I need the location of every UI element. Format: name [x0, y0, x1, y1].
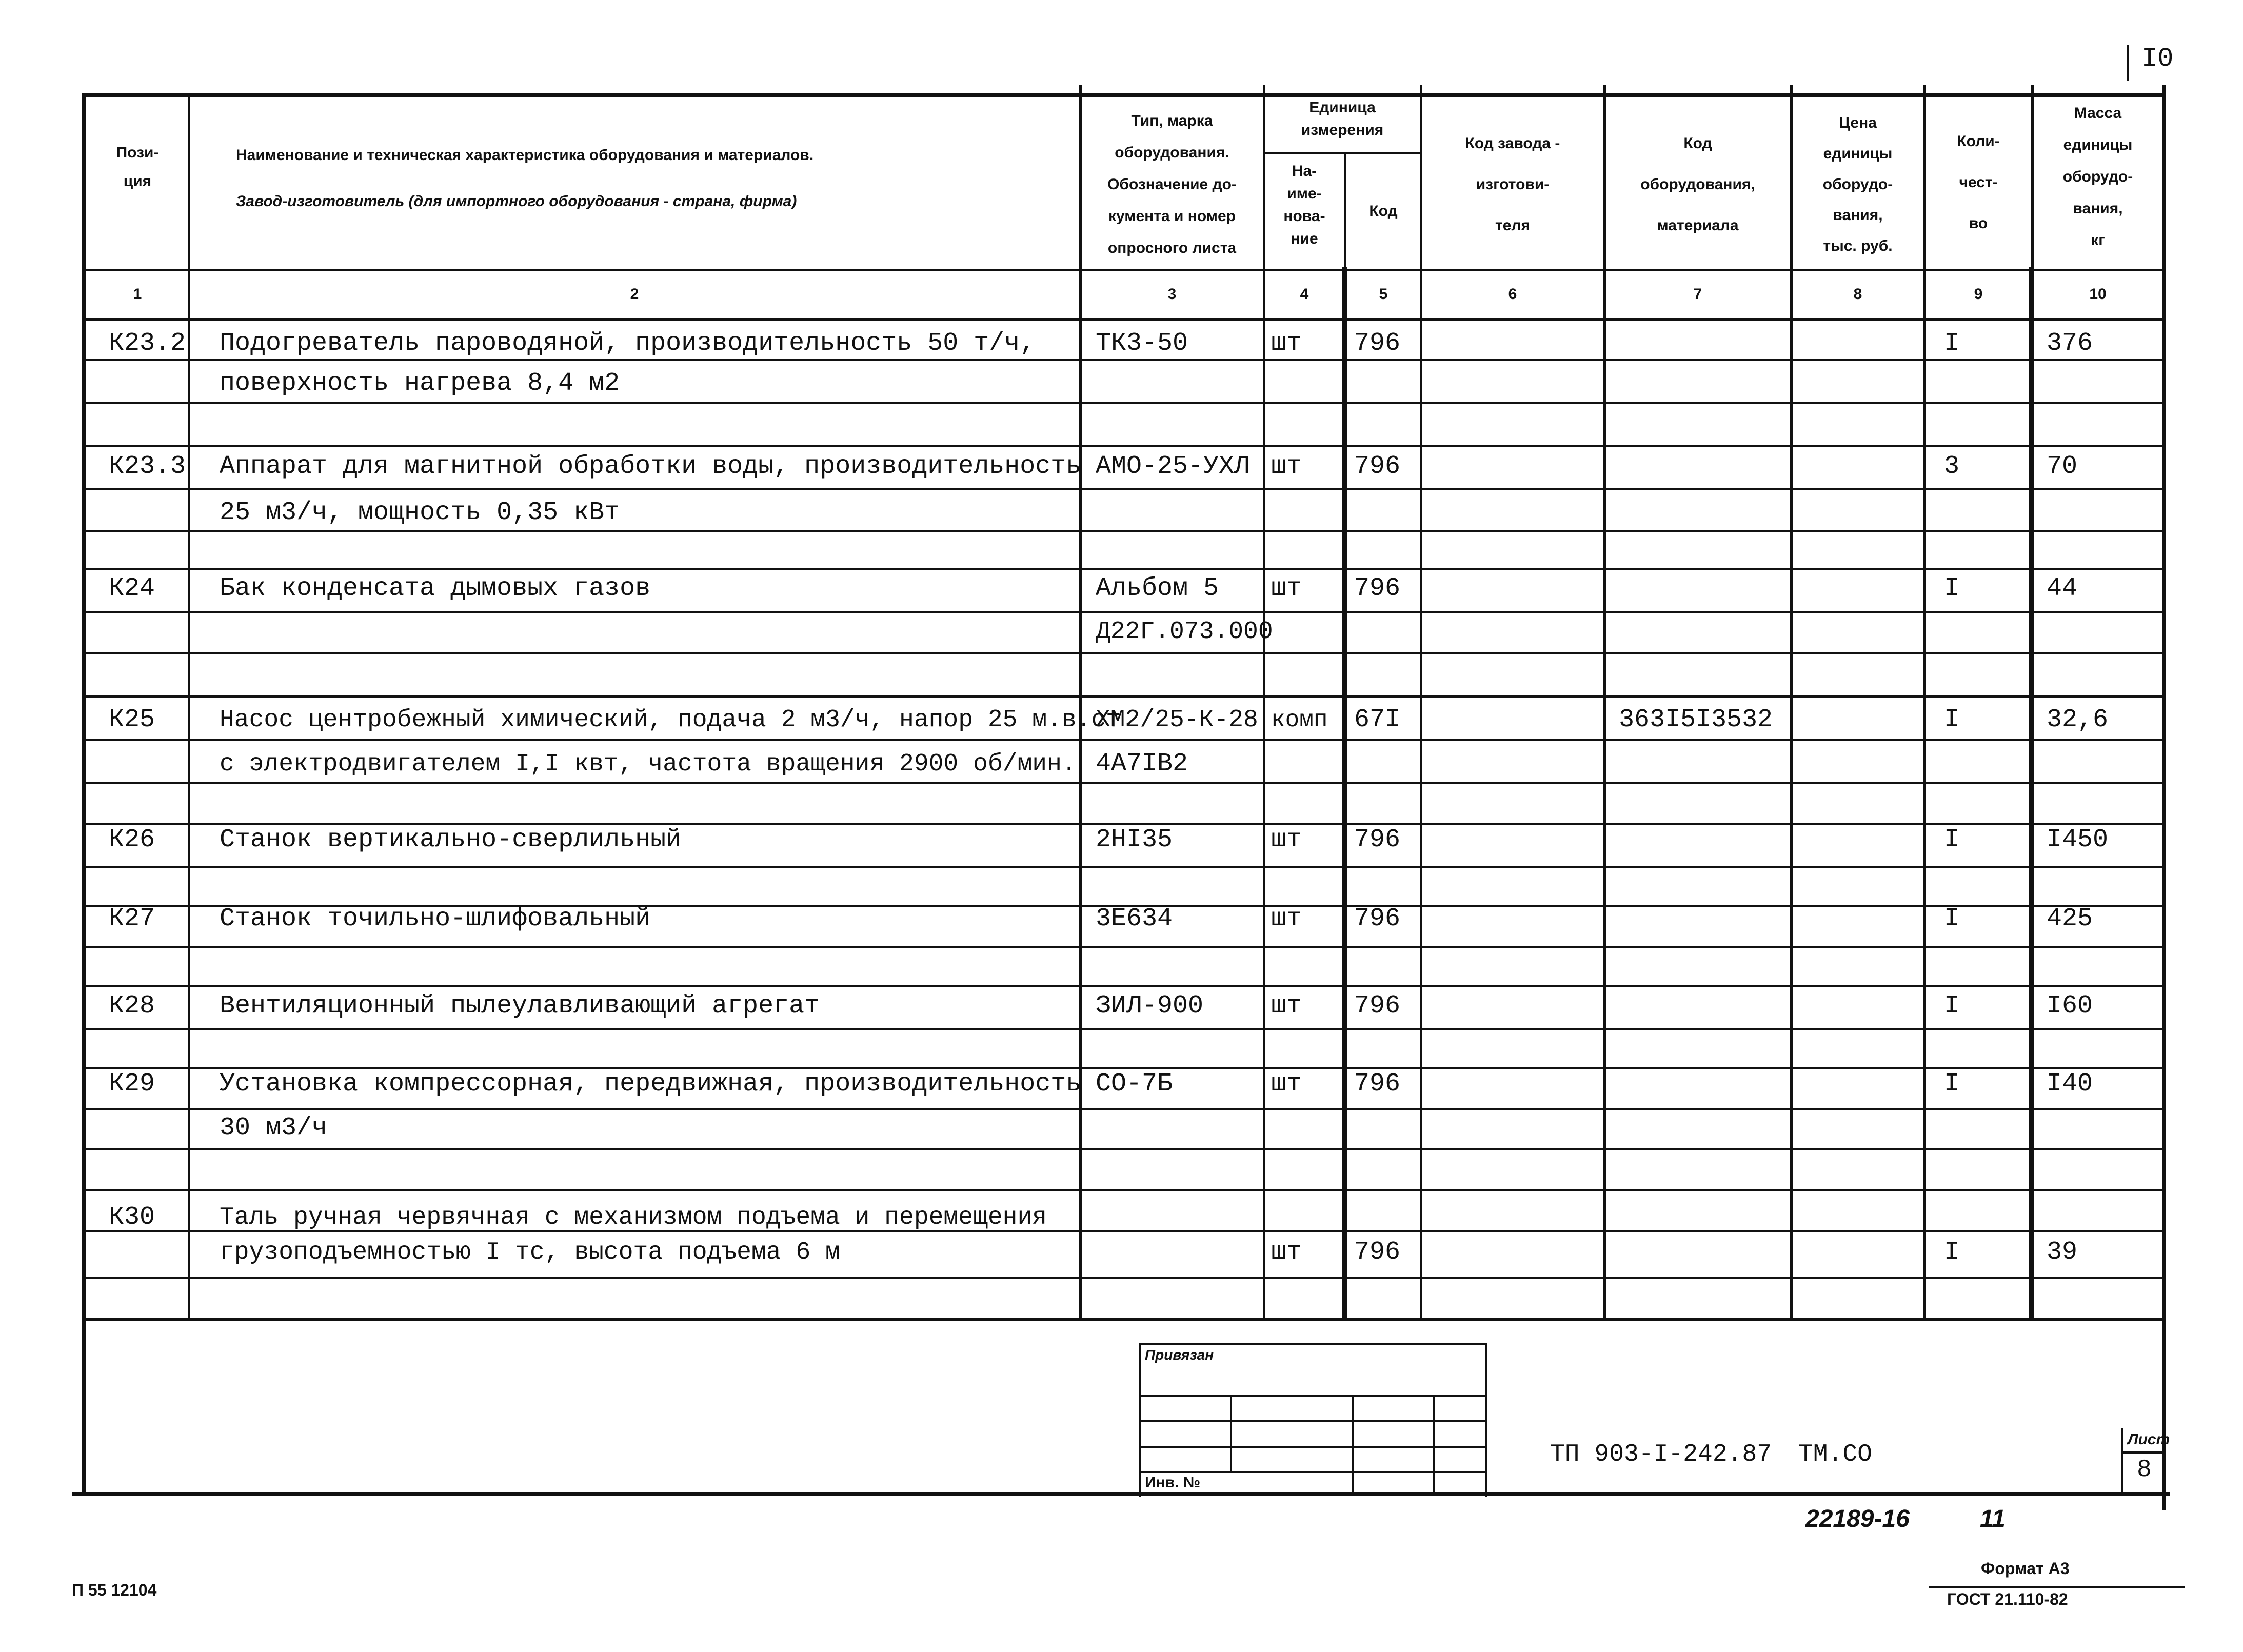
cell-name: Таль ручная червячная с механизмом подъема и перемещения: [220, 1204, 1047, 1231]
cell-code: 796: [1354, 991, 1401, 1021]
cell-type: АМО-25-УХЛ: [1096, 452, 1250, 481]
cell-code: 796: [1354, 452, 1401, 481]
cell-pos: К30: [109, 1203, 155, 1232]
cell-qty: I: [1944, 825, 1960, 854]
stamp-code: П 55 12104: [72, 1581, 157, 1599]
cell-pos: К25: [109, 705, 155, 734]
cell-code: 796: [1354, 574, 1401, 603]
inv-label: Инв. №: [1145, 1474, 1201, 1491]
cell-type: 4А7IВ2: [1096, 749, 1188, 779]
header-col9: Коли- чест- во: [1957, 133, 2000, 232]
sheet-label: Лист: [2128, 1431, 2170, 1448]
cell-unit: шт: [1271, 329, 1302, 358]
cell-name: поверхность нагрева 8,4 м2: [220, 369, 620, 398]
cell-qty: I: [1944, 1238, 1960, 1267]
doc-mark: ТМ.СО: [1798, 1441, 1873, 1468]
colnum-7: 7: [1693, 286, 1702, 303]
header-col7: Код оборудования, материала: [1640, 135, 1755, 234]
cell-name: Установка компрессорная, передвижная, производительность: [220, 1069, 1082, 1099]
doc-code: ТП 903-I-242.87: [1550, 1441, 1772, 1468]
sheet-corner-number: I0: [2141, 44, 2174, 74]
corner-divider: [2127, 45, 2129, 81]
cell-name: Вентиляционный пылеулавливающий агрегат: [220, 991, 820, 1021]
cell-qty: I: [1944, 574, 1960, 603]
header-col1: Пози- ция: [116, 144, 159, 190]
privyazan-label: Привязан: [1145, 1347, 1214, 1363]
bottom-rule: [1929, 1586, 2185, 1588]
header-col6: Код завода - изготови- теля: [1465, 135, 1560, 234]
cell-unit: шт: [1271, 1238, 1302, 1267]
cell-mass: 425: [2047, 904, 2093, 933]
colnum-3: 3: [1167, 286, 1177, 303]
cell-name: Станок точильно-шлифовальный: [220, 904, 651, 933]
cell-type: СО-7Б: [1096, 1069, 1173, 1099]
cell-name: 30 м3/ч: [220, 1113, 328, 1143]
sheet-number: 8: [2137, 1456, 2152, 1484]
header-col2: Наименование и техническая характеристика оборудования и материалов. Завод-изготовитель (для импортного оборудования - страна, фирма): [236, 147, 814, 210]
cell-code: 796: [1354, 1238, 1401, 1267]
cell-code: 796: [1354, 904, 1401, 933]
colnum-8: 8: [1853, 286, 1862, 303]
cell-type: ТК3-50: [1096, 329, 1188, 358]
cell-unit: шт: [1271, 991, 1302, 1021]
cell-code: 796: [1354, 825, 1401, 854]
cell-pos: К23.2: [109, 329, 186, 358]
cell-qty: I: [1944, 329, 1960, 358]
header-col10: Масса единицы оборудо- вания, кг: [2062, 105, 2133, 249]
cell-type: ХМ2/25-К-28: [1096, 706, 1258, 734]
cell-mass: 32,6: [2047, 705, 2109, 734]
cell-mass: I450: [2047, 825, 2109, 854]
cell-mass: 376: [2047, 329, 2093, 358]
colnum-4: 4: [1300, 286, 1309, 303]
cell-type: 3Е634: [1096, 904, 1173, 933]
handwritten-number: 22189-16: [1805, 1505, 1910, 1532]
cell-type: 2НI35: [1096, 825, 1173, 854]
cell-unit: шт: [1271, 1069, 1302, 1099]
cell-pos: К27: [109, 904, 155, 933]
colnum-5: 5: [1379, 286, 1388, 303]
cell-unit: шт: [1271, 825, 1302, 854]
cell-name: грузоподъемностью I тс, высота подъема 6 м: [220, 1239, 840, 1266]
header-col3: Тип, марка оборудования. Обозначение до- кумента и номер опросного листа: [1107, 112, 1237, 256]
header-unit-group: Единица измерения: [1301, 99, 1384, 138]
cell-pos: К29: [109, 1069, 155, 1099]
cell-name: 25 м3/ч, мощность 0,35 кВт: [220, 498, 620, 527]
colnum-2: 2: [630, 286, 639, 303]
cell-qty: I: [1944, 1069, 1960, 1099]
colnum-6: 6: [1508, 286, 1517, 303]
cell-equip-code: 363I5I3532: [1619, 705, 1773, 734]
cell-unit: комп: [1271, 707, 1328, 733]
cell-qty: 3: [1944, 452, 1960, 481]
cell-code: 67I: [1354, 705, 1401, 734]
cell-unit: шт: [1271, 574, 1302, 603]
cell-mass: I40: [2047, 1069, 2093, 1099]
cell-name: Аппарат для магнитной обработки воды, производительность: [220, 452, 1082, 481]
cell-mass: 44: [2047, 574, 2078, 603]
format-label: Формат А3: [1981, 1559, 2070, 1578]
cell-unit: шт: [1271, 452, 1302, 481]
cell-code: 796: [1354, 329, 1401, 358]
cell-name: с электродвигателем I,I квт, частота вращения 2900 об/мин.: [220, 750, 1077, 778]
header-col5: Код: [1369, 203, 1398, 220]
cell-qty: I: [1944, 705, 1960, 734]
cell-name: Бак конденсата дымовых газов: [220, 574, 651, 603]
cell-pos: К26: [109, 825, 155, 854]
cell-name: Станок вертикально-сверлильный: [220, 825, 682, 854]
colnum-1: 1: [133, 286, 142, 303]
cell-qty: I: [1944, 904, 1960, 933]
cell-pos: К24: [109, 574, 155, 603]
cell-name: Подогреватель пароводяной, производительность 50 т/ч,: [220, 329, 1036, 358]
handwritten-sheet: 11: [1980, 1505, 2006, 1532]
header-col8: Цена единицы оборудо- вания, тыс. руб.: [1822, 114, 1893, 254]
cell-type: Альбом 5: [1096, 574, 1219, 603]
cell-mass: 39: [2047, 1238, 2078, 1267]
colnum-10: 10: [2089, 286, 2107, 303]
colnum-9: 9: [1974, 286, 1983, 303]
cell-pos: К28: [109, 991, 155, 1021]
cell-type: ЗИЛ-900: [1096, 991, 1204, 1021]
cell-name: Насос центробежный химический, подача 2 м3/ч, напор 25 м.в.ст.: [220, 706, 1136, 734]
header-col4: На- име- нова- ние: [1283, 163, 1325, 247]
cell-pos: К23.3: [109, 452, 186, 481]
cell-mass: 70: [2047, 452, 2078, 481]
cell-type: Д22Г.073.000: [1096, 618, 1273, 646]
cell-qty: I: [1944, 991, 1960, 1021]
cell-code: 796: [1354, 1069, 1401, 1099]
cell-unit: шт: [1271, 904, 1302, 933]
gost-label: ГОСТ 21.110-82: [1947, 1590, 2068, 1608]
cell-mass: I60: [2047, 991, 2093, 1021]
